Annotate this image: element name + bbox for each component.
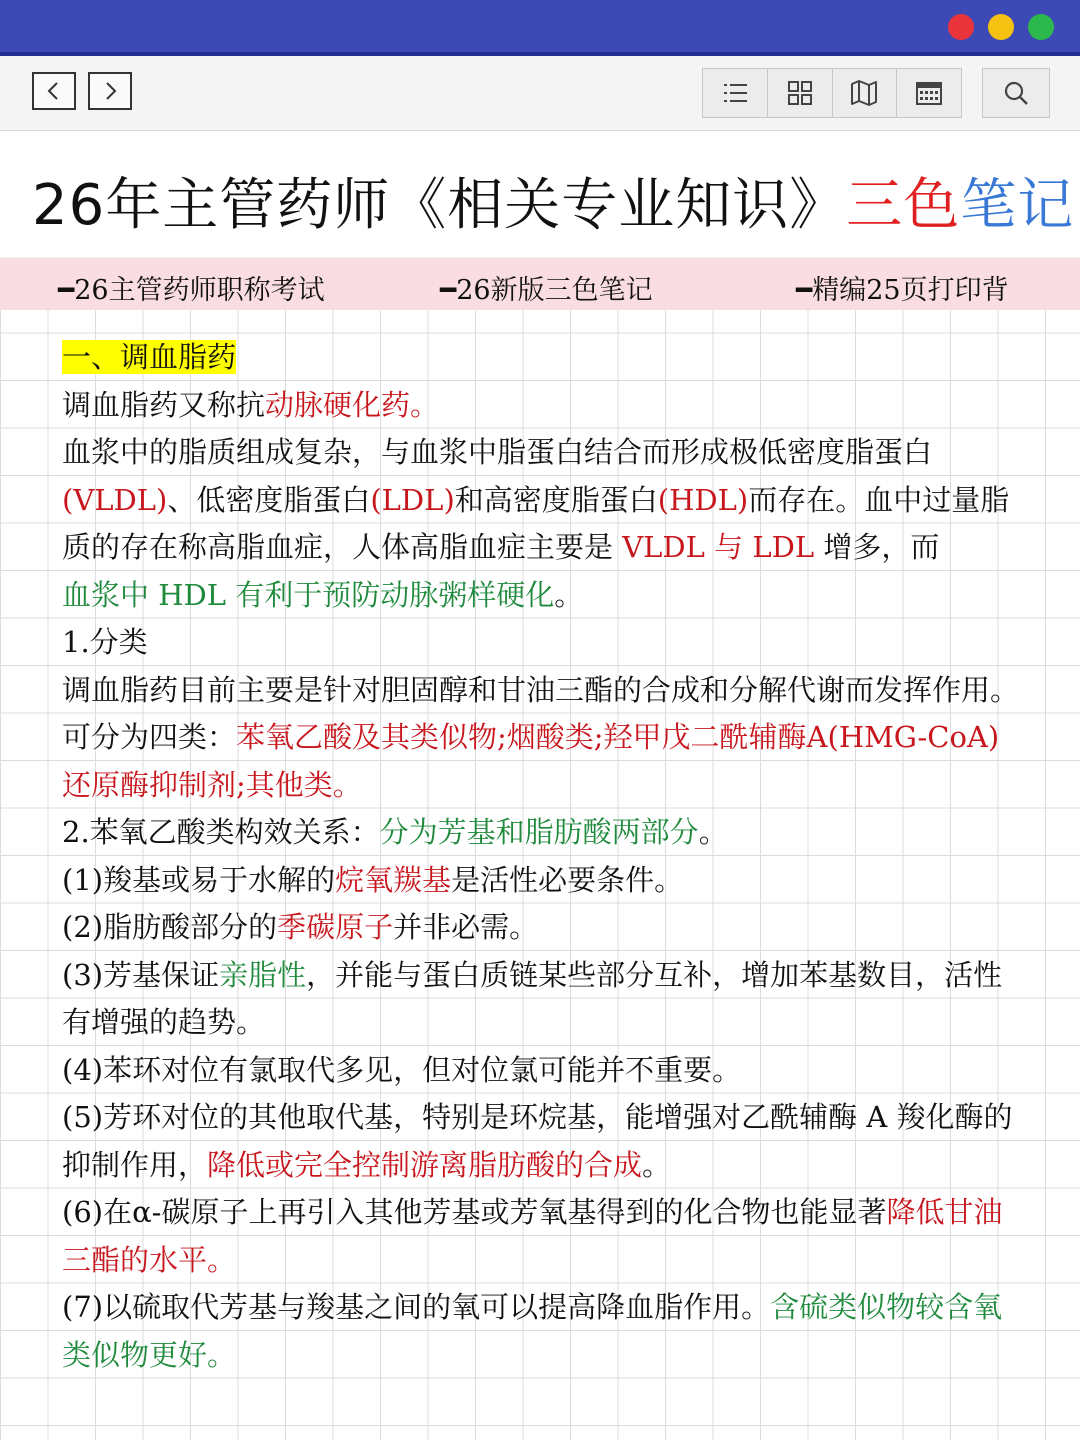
list-item xyxy=(62,857,1026,905)
list-item xyxy=(62,1189,1026,1284)
chevron-left-icon xyxy=(43,80,65,102)
green-text: 分为芳基和脂肪酸两部分 xyxy=(379,815,699,849)
text-span: 2.苯氧乙酸类构效关系： xyxy=(62,815,380,849)
minimize-dot[interactable] xyxy=(988,14,1014,40)
red-text: (VLDL) xyxy=(62,482,168,517)
view-toolbar-group xyxy=(702,68,962,118)
text-span: (3)芳基保证 xyxy=(62,957,220,992)
text-span: 是活性必要条件。 xyxy=(451,862,684,897)
page-title xyxy=(32,161,1074,241)
green-text: 亲脂性 xyxy=(219,957,307,992)
title-blue-part: 笔记 xyxy=(960,173,1075,238)
red-text: 降低或完全控制游离脂肪酸的合成 xyxy=(207,1147,643,1182)
map-icon xyxy=(849,78,879,108)
search-icon xyxy=(1002,79,1030,107)
page-title-area xyxy=(0,147,1080,258)
list-item xyxy=(62,952,1026,1047)
subtitle-bar xyxy=(0,258,1080,310)
toolbar-separator xyxy=(0,131,1080,147)
list-item xyxy=(62,1284,1026,1379)
calendar-view-button[interactable] xyxy=(897,69,961,117)
window-title-bar xyxy=(0,0,1080,56)
list-icon xyxy=(720,78,750,108)
red-text: VLDL 与 LDL xyxy=(622,530,815,564)
title-red-part: 三色 xyxy=(846,173,961,238)
text-span: 。 xyxy=(698,815,728,849)
paragraph xyxy=(62,429,1026,619)
subtitle-item-3: ━精编25页打印背 xyxy=(796,275,1009,306)
notes-content xyxy=(62,334,1026,1379)
text-span: (2)脂肪酸部分的 xyxy=(62,910,278,944)
text-span: (5)芳环对位的其他取代基，特别是环烷基，能增强对乙酰辅酶 A 羧化酶的抑制作用， xyxy=(62,1100,1013,1182)
text-span: 血浆中的脂质组成复杂，与血浆中脂蛋白结合而形成极低密度脂蛋白 xyxy=(62,435,933,469)
subtitle-item-1: ━26主管药师职称考试 xyxy=(58,275,325,306)
toolbar xyxy=(0,56,1080,131)
red-text: 降低甘油三酯的水平。 xyxy=(62,1195,1003,1277)
red-text: (HDL) xyxy=(657,482,749,517)
subheading: 1.分类 xyxy=(62,625,148,659)
red-text: (LDL) xyxy=(370,482,455,517)
text-span: 。 xyxy=(554,577,584,612)
text-span: 、低密度脂蛋白 xyxy=(167,482,371,517)
list-item xyxy=(62,1094,1026,1189)
paragraph xyxy=(62,382,1026,430)
calendar-icon xyxy=(914,78,944,108)
text-span: 和高密度脂蛋白 xyxy=(454,482,658,517)
text-span: (1)羧基或易于水解的 xyxy=(62,862,336,897)
maximize-dot[interactable] xyxy=(1028,14,1054,40)
section-heading xyxy=(62,334,1026,382)
green-text: 血浆中 HDL 有利于预防动脉粥样硬化 xyxy=(62,577,555,612)
title-main: 26年主管药师《相关专业知识》 xyxy=(32,173,847,238)
text-span: 并非必需。 xyxy=(393,910,539,944)
grid-icon xyxy=(785,78,815,108)
back-button[interactable] xyxy=(32,72,76,110)
list-item xyxy=(62,904,1026,952)
red-text: 苯氧乙酸及其类似物;烟酸类;羟甲戊二酰辅酶A(HMG-CoA)还原酶抑制剂;其他类。 xyxy=(62,720,1000,802)
close-dot[interactable] xyxy=(948,14,974,40)
green-text: 含硫类似物较含氧类似物更好。 xyxy=(62,1290,1003,1372)
red-text: 动脉硬化药。 xyxy=(265,387,440,422)
chevron-right-icon xyxy=(99,80,121,102)
list-item: (4)苯环对位有氯取代多见，但对位氯可能并不重要。 xyxy=(62,1052,742,1087)
text-span: 调血脂药目前主要是针对胆固醇和甘油三酯的合成和分解代谢而发挥作用。可分为四类： xyxy=(62,672,1020,754)
text-span: ，并能与蛋白质链某些部分互补，增加苯基数目，活性有增强的趋势。 xyxy=(62,957,1003,1039)
list-view-button[interactable] xyxy=(703,69,768,117)
grid-view-button[interactable] xyxy=(768,69,833,117)
heading-text: 一、调血脂药 xyxy=(62,340,237,374)
forward-button[interactable] xyxy=(88,72,132,110)
text-span: 调血脂药又称抗 xyxy=(62,387,266,422)
paragraph xyxy=(62,667,1026,810)
red-text: 季碳原子 xyxy=(277,910,394,944)
subtitle-item-2: ━26新版三色笔记 xyxy=(440,275,653,306)
map-view-button[interactable] xyxy=(833,69,898,117)
text-span: 而存在。血中过量脂质的存在称高脂血症，人体高脂血症主要是 xyxy=(62,482,1010,564)
text-span: (6)在α-碳原子上再引入其他芳基或芳氧基得到的化合物也能显著 xyxy=(62,1195,887,1229)
text-span: 。 xyxy=(642,1147,672,1182)
text-span: 增多，而 xyxy=(814,530,940,564)
search-button[interactable] xyxy=(982,68,1050,118)
text-span: (7)以硫取代芳基与羧基之间的氧可以提高降血脂作用。 xyxy=(62,1290,771,1324)
window-controls xyxy=(948,14,1054,40)
red-text: 烷氧羰基 xyxy=(335,862,452,897)
paragraph xyxy=(62,809,1026,857)
